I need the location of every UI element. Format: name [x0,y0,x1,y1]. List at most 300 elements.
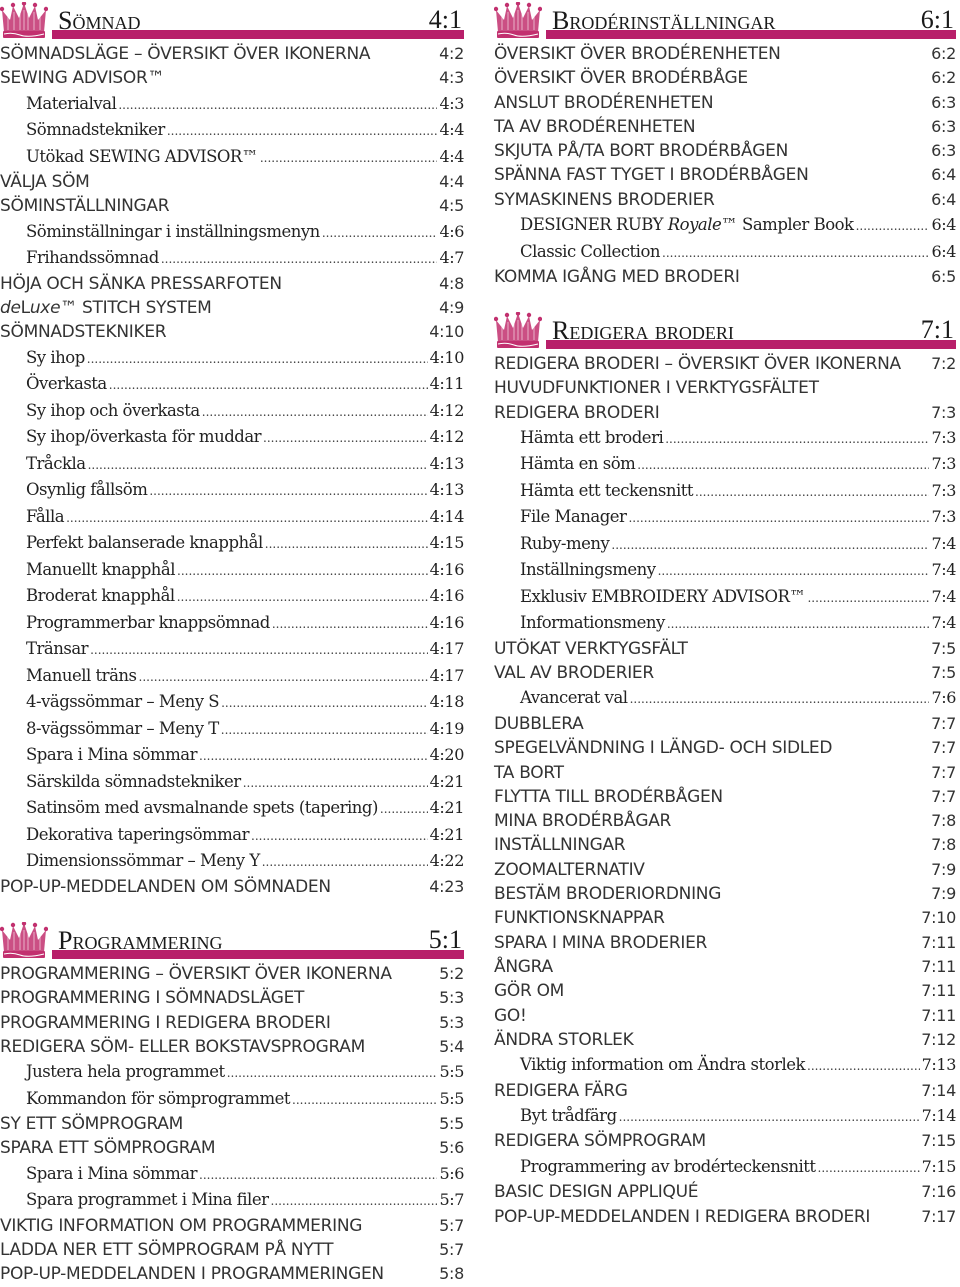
toc-entry-redigera-somprogram[interactable] [494,1129,956,1153]
entry-page: 4:17 [429,665,464,685]
toc-entry-redigera-broderi-oversikt-over-ikonerna[interactable] [494,352,956,376]
toc-entry-somnadstekniker[interactable] [0,320,464,344]
entry-title: MINA BRODÉRBÅGAR [494,811,672,832]
entry-page: 4:12 [429,427,464,447]
toc-entry-satinsom-med-avsmalnande-spets-tapering[interactable] [0,795,464,822]
entry-title: ÖVERSIKT ÖVER BRODÉRENHETEN [494,44,781,64]
entry-title: SKJUTA PÅ/TA BORT BRODÉRBÅGEN [494,141,789,162]
toc-entry-spegelvandning-i-langd-och-sidled[interactable] [494,736,956,760]
entry-title: Spara programmet i Mina filer [26,1190,269,1210]
entry-title: SPEGELVÄNDNING I LÄNGD- OCH SIDLED [494,738,833,759]
entry-title: Utökad SEWING ADVISOR™ [26,146,258,166]
entry-title: PROGRAMMERING I SÖMNADSLÄGET [0,988,305,1009]
toc-entry-go[interactable] [494,1004,956,1028]
toc-entry-materialval[interactable] [0,91,464,118]
entry-title: ÄNDRA STORLEK [494,1029,634,1050]
entry-page: 7:17 [921,1206,956,1226]
entry-page: 7:11 [921,1005,956,1025]
entry-title: Manuell träns [26,665,137,685]
entry-page: 6:5 [931,267,956,287]
entry-title: File Manager [520,507,627,527]
entry-page: 5:3 [439,1012,464,1032]
toc-entry-mina-broderbagar[interactable] [494,809,956,833]
toc-entry-huvudfunktioner-i-verktygsfaltet[interactable] [494,376,956,400]
section-page: 5:1 [428,925,462,954]
entry-page: 7:4 [931,613,956,633]
entry-page: 4:2 [439,44,464,63]
leader-dots [630,686,930,713]
entry-page: 6:2 [931,68,956,88]
entry-page: 7:16 [921,1182,956,1202]
toc-entry-viktig-information-om-andra-storlek[interactable] [494,1052,956,1079]
toc-entry-bestam-broderiordning[interactable] [494,882,956,906]
toc-entry-hamta-ett-teckensnitt[interactable] [494,478,956,505]
entry-title: Hämta ett teckensnitt [520,480,694,500]
entry-page: 4:8 [439,273,464,293]
toc-entry-dubblera[interactable] [494,712,956,736]
entry-title: SPARA ETT SÖMPROGRAM [0,1138,216,1159]
entry-page: 7:8 [931,811,956,831]
leader-dots [658,558,930,585]
leader-dots [87,346,428,373]
entry-page: 6:2 [931,44,956,63]
toc-entry-ta-av-broderenheten[interactable] [494,115,956,139]
entry-title: LADDA NER ETT SÖMPROGRAM PÅ NYTT [0,1240,334,1261]
toc-entry-broderat-knapphal[interactable] [0,583,464,610]
toc-entry-spara-i-mina-sommar[interactable] [0,742,464,769]
toc-entry-byt-tradfarg[interactable] [494,1103,956,1130]
entry-title: REDIGERA SÖMPROGRAM [494,1131,706,1152]
entry-page: 4:9 [439,297,464,317]
entry-page: 4:10 [429,322,464,342]
entry-title: UTÖKAT VERKTYGSFÄLT [494,638,688,659]
toc-entry-redigera-farg[interactable] [494,1079,956,1103]
section-header [494,0,956,40]
toc-entry-spanna-fast-tyget-i-broderbagen[interactable] [494,163,956,187]
entry-page: 7:11 [921,956,956,976]
entry-page: 5:5 [439,1088,464,1108]
toc-entry-dimensionssommar-meny-y[interactable] [0,848,464,875]
leader-dots [322,220,438,247]
entry-title: Tränsar [26,639,89,659]
entry-page: 7:12 [921,1029,956,1049]
section-page: 6:1 [920,5,954,34]
toc-entry-avancerat-val[interactable] [494,685,956,712]
section-page: 4:1 [428,5,462,34]
entry-page: 4:4 [439,120,464,140]
section-title: Brodérinställningar [552,6,776,35]
entry-title: POP-UP-MEDDELANDEN OM SÖMNADEN [0,876,331,897]
entry-title: Inställningsmeny [520,560,656,580]
entry-title: SPARA I MINA BRODERIER [494,932,708,953]
toc-entry-sominstallningar[interactable] [0,194,464,218]
entry-title: Dekorativa taperingsömmar [26,824,250,844]
toc-entry-anslut-broderenheten[interactable] [494,91,956,115]
entry-title: Justera hela programmet [26,1062,225,1082]
leader-dots [149,478,427,505]
entry-title: Manuellt knapphål [26,559,176,579]
crown-icon [494,312,542,350]
entry-page: 4:6 [439,221,464,241]
leader-dots [227,1060,438,1087]
entry-page: 4:4 [439,146,464,166]
entry-page: 7:4 [931,586,956,606]
leader-dots [271,1188,438,1215]
toc-entry-flytta-till-broderbagen[interactable] [494,785,956,809]
leader-dots [380,796,428,823]
toc-entry-programmering-i-somnadslaget[interactable] [0,986,464,1010]
entry-page: 6:3 [931,116,956,136]
entry-page: 7:7 [931,762,956,782]
entry-title: Satinsöm med avsmalnande spets (tapering) [26,798,378,818]
section-header [0,920,464,960]
toc-entry-justera-hela-programmet[interactable] [0,1059,464,1086]
leader-dots [161,246,438,273]
toc-entry-ladda-ner-ett-somprogram-pa-nytt[interactable] [0,1238,464,1262]
leader-dots [177,558,428,585]
entry-page: 7:10 [921,908,956,928]
entry-title: TA BORT [494,762,564,783]
entry-page: 7:13 [921,1055,956,1075]
entry-title: HUVUDFUNKTIONER I VERKTYGSFÄLTET [494,378,819,399]
entry-page: 4:21 [429,771,464,791]
toc-entry-symaskinens-broderier[interactable] [494,188,956,212]
leader-dots [619,1104,920,1131]
entry-page: 7:9 [931,859,956,879]
toc-entry-designer-ruby-royale-sampler-book[interactable] [494,212,956,239]
toc-entry-pop-up-meddelanden-i-programmeringen[interactable] [0,1262,464,1286]
entry-page: 7:15 [921,1131,956,1151]
toc-entry-basic-design-applique[interactable] [494,1180,956,1204]
leader-dots [243,770,428,797]
toc-entry-sy-ihop-och-overkasta[interactable] [0,398,464,425]
crown-icon [0,922,48,960]
entry-title: Broderat knapphål [26,586,175,606]
entry-title: Dimensionssömmar – Meny Y [26,851,260,871]
entry-title: DESIGNER RUBY Royale™ Sampler Book [520,215,854,235]
toc-entry-viktig-information-om-programmering[interactable] [0,1214,464,1238]
entry-page: 7:14 [921,1105,956,1125]
entry-title: REDIGERA SÖM- ELLER BOKSTAVSPROGRAM [0,1036,365,1057]
entry-title: VIKTIG INFORMATION OM PROGRAMMERING [0,1215,363,1236]
leader-dots [667,611,930,638]
entry-page: 4:7 [439,248,464,268]
toc-entry-programmering-oversikt-over-ikonerna[interactable] [0,962,464,986]
toc-entry-kommandon-for-somprogrammet[interactable] [0,1086,464,1113]
entry-page: 4:17 [429,639,464,659]
toc-entry-8-vagssommar-meny-t[interactable] [0,716,464,743]
entry-title: Sy ihop och överkasta [26,400,200,420]
toc-entry-sarskilda-somnadstekniker[interactable] [0,769,464,796]
entry-page: 5:7 [439,1215,464,1235]
entry-title: KOMMA IGÅNG MED BRODERI [494,267,740,288]
entry-page: 7:14 [921,1080,956,1100]
toc-entry-ruby-meny[interactable] [494,531,956,558]
entry-page: 4:12 [429,400,464,420]
leader-dots [818,1155,920,1182]
toc-entry-zoomalternativ[interactable] [494,858,956,882]
entry-title: Avancerat val [520,688,628,708]
toc-entry-hoja-och-sanka-pressarfoten[interactable] [0,272,464,296]
toc-entry-oversikt-over-broderbage[interactable] [494,66,956,90]
entry-title: PROGRAMMERING – ÖVERSIKT ÖVER IKONERNA [0,964,392,984]
entry-page: 7:11 [921,981,956,1001]
entry-page: 7:2 [931,354,956,373]
entry-title: FUNKTIONSKNAPPAR [494,908,665,929]
entry-title: deLuxe™ STITCH SYSTEM [0,297,212,318]
entry-page: 4:13 [429,480,464,500]
toc-entry-perfekt-balanserade-knapphal[interactable] [0,530,464,557]
toc-entry-sy-ihop[interactable] [0,345,464,372]
entry-title: HÖJA OCH SÄNKA PRESSARFOTEN [0,273,282,294]
entry-page: 7:3 [931,402,956,422]
entry-title: Särskilda sömnadstekniker [26,771,241,791]
leader-dots [177,584,428,611]
entry-title: Överkasta [26,374,107,394]
toc-entry-pop-up-meddelanden-i-redigera-broderi[interactable] [494,1205,956,1229]
toc-entry-installningar[interactable] [494,833,956,857]
toc-entry-gor-om[interactable] [494,979,956,1003]
entry-page: 4:16 [429,586,464,606]
entry-page: 4:3 [439,93,464,113]
toc-entry-sewing-advisor[interactable] [0,66,464,90]
toc-entry-exklusiv-embroidery-advisor[interactable] [494,584,956,611]
toc-entry-file-manager[interactable] [494,504,956,531]
entry-page: 5:8 [439,1264,464,1284]
toc-entry-transar[interactable] [0,636,464,663]
entry-page: 5:7 [439,1190,464,1210]
toc-entry-somnadstekniker[interactable] [0,117,464,144]
crown-icon [0,2,48,40]
entry-title: Spara i Mina sömmar [26,745,197,765]
toc-entry-manuell-trans[interactable] [0,663,464,690]
entry-title: Hämta en söm [520,454,636,474]
leader-dots [251,823,428,850]
entry-title: GO! [494,1005,527,1026]
toc-entry-skjuta-pa-ta-bort-broderbagen[interactable] [494,139,956,163]
toc-entry-sominstallningar-i-installningsmenyn[interactable] [0,219,464,246]
toc-entry-sy-ett-somprogram[interactable] [0,1112,464,1136]
entry-page: 4:13 [429,453,464,473]
entry-title: BESTÄM BRODERIORDNING [494,884,722,905]
leader-dots [272,611,428,638]
toc-entry-somnadslage-oversikt-over-ikonerna[interactable] [0,42,464,66]
entry-page: 6:3 [931,92,956,112]
entry-page: 5:4 [439,1036,464,1056]
entry-page: 7:3 [931,507,956,527]
entry-title: TA AV BRODÉRENHETEN [494,116,696,137]
entry-title: Sy ihop [26,347,85,367]
toc-entry-redigera-som-eller-bokstavsprogram[interactable] [0,1035,464,1059]
toc-entry-pop-up-meddelanden-om-somnaden[interactable] [0,875,464,899]
toc-entry-valja-som[interactable] [0,170,464,194]
leader-dots [856,213,930,240]
entry-title: Söminställningar i inställningsmenyn [26,221,320,241]
entry-page: 7:5 [931,638,956,658]
entry-title: Kommandon för sömprogrammet [26,1088,291,1108]
toc-entry-classic-collection[interactable] [494,239,956,266]
toc-entry-hamta-en-som[interactable] [494,451,956,478]
toc-entry-dekorativa-taperingsommar[interactable] [0,822,464,849]
section-header [494,310,956,350]
entry-page: 4:23 [429,876,464,896]
entry-title: Sömnadstekniker [26,120,165,140]
entry-title: Materialval [26,93,117,113]
entry-page: 5:7 [439,1240,464,1260]
entry-page: 4:5 [439,196,464,216]
entry-page: 4:10 [429,347,464,367]
entry-title: GÖR OM [494,981,565,1002]
entry-title: Frihandssömnad [26,248,159,268]
entry-page: 7:7 [931,738,956,758]
toc-entry-val-av-broderier[interactable] [494,661,956,685]
entry-page: 4:19 [429,718,464,738]
entry-title: Programmering av brodérteckensnitt [520,1156,816,1176]
entry-title: Informationsmeny [520,613,665,633]
toc-entry-manuellt-knapphal[interactable] [0,557,464,584]
toc-entry-komma-igang-med-broderi[interactable] [494,265,956,289]
entry-page: 4:22 [429,851,464,871]
entry-title: REDIGERA BRODERI [494,402,660,423]
toc-entry-spara-ett-somprogram[interactable] [0,1136,464,1160]
toc-entry-spara-i-mina-broderier[interactable] [494,931,956,955]
toc-entry-utokat-verktygsfalt[interactable] [494,637,956,661]
leader-dots [292,1087,437,1114]
toc-entry-spara-i-mina-sommar[interactable] [0,1161,464,1188]
toc-entry-spara-programmet-i-mina-filer[interactable] [0,1187,464,1214]
section-page: 7:1 [920,315,954,344]
entry-title: VAL AV BRODERIER [494,663,654,684]
entry-page: 4:4 [439,172,464,192]
entry-title: POP-UP-MEDDELANDEN I REDIGERA BRODERI [494,1206,871,1227]
leader-dots [262,849,428,876]
toc-entry-redigera-broderi[interactable] [494,401,956,425]
entry-page: 4:16 [429,559,464,579]
toc-entry-ta-bort[interactable] [494,761,956,785]
toc-entry-falla[interactable] [0,504,464,531]
entry-title: Perfekt balanserade knapphål [26,533,263,553]
entry-page: 7:11 [921,932,956,952]
entry-page: 7:3 [931,480,956,500]
toc-entry-osynlig-fallsom[interactable] [0,477,464,504]
leader-dots [665,426,929,453]
leader-dots [662,240,929,267]
toc-entry-oversikt-over-broderenheten[interactable] [494,42,956,66]
entry-page: 6:4 [931,165,956,185]
entry-page: 4:16 [429,612,464,632]
entry-page: 4:15 [429,533,464,553]
toc-entry-informationsmeny[interactable] [494,610,956,637]
leader-dots [628,505,929,532]
entry-title: POP-UP-MEDDELANDEN I PROGRAMMERINGEN [0,1264,384,1285]
leader-dots [167,118,438,145]
leader-dots [90,637,428,664]
toc-entry-programmerbar-knappsomnad[interactable] [0,610,464,637]
leader-dots [263,425,428,452]
toc-entry-frihandssomnad[interactable] [0,245,464,272]
leader-dots [221,717,428,744]
entry-page: 4:20 [429,745,464,765]
entry-title: Tråckla [26,453,86,473]
entry-title: Hämta ett broderi [520,427,664,447]
entry-page: 4:3 [439,68,464,88]
entry-page: 6:3 [931,141,956,161]
crown-icon [494,2,542,40]
entry-title: ÅNGRA [494,956,553,977]
leader-dots [139,664,428,691]
toc-section [494,310,956,1229]
toc-entry-andra-storlek[interactable] [494,1028,956,1052]
toc-entry-angra[interactable] [494,955,956,979]
toc-entry-funktionsknappar[interactable] [494,906,956,930]
leader-dots [637,452,929,479]
leader-dots [66,505,428,532]
entry-page: 5:6 [439,1163,464,1183]
leader-dots [221,690,428,717]
entry-title: 8-vägssömmar – Meny T [26,718,219,738]
toc-section [0,920,464,1287]
toc-entry-installningsmeny[interactable] [494,557,956,584]
leader-dots [807,585,929,612]
toc-entry-4-vagssommar-meny-s[interactable] [0,689,464,716]
leader-dots [611,532,929,559]
entry-page: 7:4 [931,533,956,553]
toc-entry-trackla[interactable] [0,451,464,478]
leader-dots [260,145,438,172]
entry-title: Exklusiv EMBROIDERY ADVISOR™ [520,586,806,606]
entry-page: 7:15 [921,1156,956,1176]
section-header [0,0,464,40]
entry-page: 5:2 [439,964,464,983]
toc-entry-deluxe-stitch-system[interactable] [0,296,464,320]
toc-entry-overkasta[interactable] [0,371,464,398]
toc-entry-programmering-i-redigera-broderi[interactable] [0,1011,464,1035]
entry-title: SEWING ADVISOR™ [0,68,165,89]
toc-section [494,0,956,289]
entry-title: ANSLUT BRODÉRENHETEN [494,92,714,113]
leader-dots [199,1162,437,1189]
entry-page: 5:6 [439,1138,464,1158]
toc-entry-programmering-av-broderteckensnitt[interactable] [494,1154,956,1181]
entry-page: 6:4 [931,215,956,235]
entry-title: REDIGERA FÄRG [494,1080,628,1101]
entry-page: 4:11 [429,374,464,394]
leader-dots [202,399,428,426]
entry-title: SPÄNNA FAST TYGET I BRODÉRBÅGEN [494,165,809,186]
entry-title: Osynlig fållsöm [26,480,148,500]
entry-title: Viktig information om Ändra storlek [520,1055,806,1075]
entry-title: BASIC DESIGN APPLIQUÉ [494,1182,699,1203]
toc-entry-hamta-ett-broderi[interactable] [494,425,956,452]
leader-dots [807,1053,920,1080]
leader-dots [265,531,428,558]
entry-page: 7:9 [931,884,956,904]
entry-page: 5:3 [439,988,464,1008]
entry-title: FLYTTA TILL BRODÉRBÅGEN [494,786,723,807]
entry-title: INSTÄLLNINGAR [494,835,626,856]
entry-page: 7:4 [931,560,956,580]
entry-title: Programmerbar knappsömnad [26,612,270,632]
toc-entry-utokad-sewing-advisor[interactable] [0,144,464,171]
entry-title: Spara i Mina sömmar [26,1163,197,1183]
toc-entry-sy-ihop-overkasta-for-muddar[interactable] [0,424,464,451]
entry-title: Ruby-meny [520,533,610,553]
entry-title: PROGRAMMERING I REDIGERA BRODERI [0,1012,331,1033]
entry-title: Fålla [26,506,65,526]
leader-dots [118,92,437,119]
entry-title: DUBBLERA [494,713,584,734]
entry-title: SÖMNADSTEKNIKER [0,322,167,343]
